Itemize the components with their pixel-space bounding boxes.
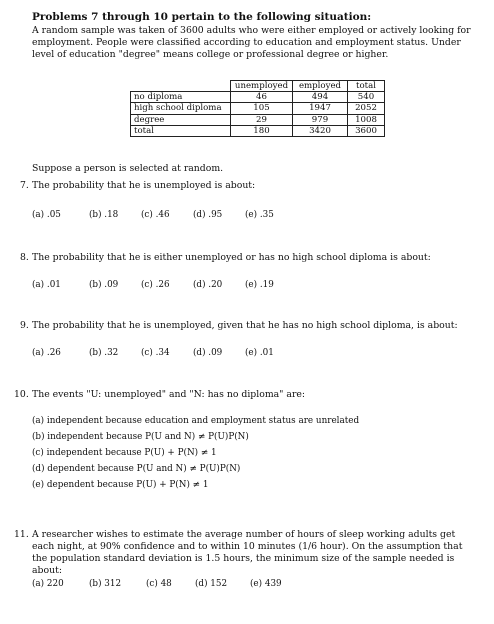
q11-answer-a[interactable]: (a) 220 xyxy=(32,579,64,589)
cell-total: 540 xyxy=(348,92,385,103)
cell-employed: 1947 xyxy=(293,103,348,114)
q8-answer-b[interactable]: (b) .09 xyxy=(89,280,119,290)
q10-answer-a[interactable]: (a) independent because education and employment status are unrelated xyxy=(32,416,360,426)
cell-total: 1008 xyxy=(348,114,385,125)
q11-answer-e[interactable]: (e) 439 xyxy=(250,579,282,589)
q7-answer-d[interactable]: (d) .95 xyxy=(193,210,223,220)
q9-answer-a[interactable]: (a) .26 xyxy=(32,348,61,358)
question-11-text: A researcher wishes to estimate the average number of hours of sleep working adults get each night, at 90% confidence and to within 10 minutes (1/6 hour). On the assumption that the population standard deviation is 1.5 hours, the minimum size of the sample needed is about: xyxy=(32,529,463,576)
cell-employed: 979 xyxy=(293,114,348,125)
q8-answer-a[interactable]: (a) .01 xyxy=(32,280,61,290)
q8-answer-e[interactable]: (e) .19 xyxy=(245,280,274,290)
question-11-number: 11. xyxy=(14,529,29,540)
question-8-text: The probability that he is either unemployed or has no high school diploma is about: xyxy=(32,252,431,263)
table-row xyxy=(131,92,385,103)
question-9-number: 9. xyxy=(20,320,29,331)
cell-unemployed: 180 xyxy=(231,125,293,136)
question-8-number: 8. xyxy=(20,252,29,263)
q7-answer-b[interactable]: (b) .18 xyxy=(89,210,119,220)
q11-answer-d[interactable]: (d) 152 xyxy=(195,579,228,589)
q10-answer-d[interactable]: (d) dependent because P(U and N) ≠ P(U)P(N) xyxy=(32,464,241,474)
question-7-number: 7. xyxy=(20,180,29,191)
q11-answer-b[interactable]: (b) 312 xyxy=(89,579,122,589)
cell-employed: 494 xyxy=(293,92,348,103)
table-row xyxy=(131,125,385,136)
table-header-row xyxy=(131,81,385,92)
question-7-text: The probability that he is unemployed is about: xyxy=(32,180,256,191)
q10-answer-b[interactable]: (b) independent because P(U and N) ≠ P(U)P(N) xyxy=(32,432,249,442)
col-header-unemployed: unemployed xyxy=(231,81,293,92)
q9-answer-e[interactable]: (e) .01 xyxy=(245,348,274,358)
question-9-text: The probability that he is unemployed, given that he has no high school diploma, is about: xyxy=(32,320,458,331)
table-corner xyxy=(131,81,231,92)
question-10-text: The events "U: unemployed" and "N: has no diploma" are: xyxy=(32,389,306,400)
cell-unemployed: 46 xyxy=(231,92,293,103)
cell-unemployed: 29 xyxy=(231,114,293,125)
row-label: degree xyxy=(131,114,231,125)
q8-answer-c[interactable]: (c) .26 xyxy=(141,280,170,290)
table-row xyxy=(131,114,385,125)
row-label: high school diploma xyxy=(131,103,231,114)
data-table xyxy=(130,80,385,137)
q7-answer-c[interactable]: (c) .46 xyxy=(141,210,170,220)
cell-unemployed: 105 xyxy=(231,103,293,114)
q10-answer-e[interactable]: (e) dependent because P(U) + P(N) ≠ 1 xyxy=(32,480,209,490)
cell-total: 3600 xyxy=(348,125,385,136)
row-label: total xyxy=(131,125,231,136)
table-row xyxy=(131,103,385,114)
intro-paragraph: A random sample was taken of 3600 adults who were either employed or actively looking for employment. People were classified according to education and employment status. Under level of education "degree" means college or professional degree or higher. xyxy=(32,25,471,60)
q7-answer-a[interactable]: (a) .05 xyxy=(32,210,61,220)
section-title: Problems 7 through 10 pertain to the following situation: xyxy=(32,11,372,23)
q7-answer-e[interactable]: (e) .35 xyxy=(245,210,274,220)
q11-answer-c[interactable]: (c) 48 xyxy=(146,579,172,589)
setup-text: Suppose a person is selected at random. xyxy=(32,163,224,174)
q9-answer-d[interactable]: (d) .09 xyxy=(193,348,223,358)
row-label: no diploma xyxy=(131,92,231,103)
cell-total: 2052 xyxy=(348,103,385,114)
q8-answer-d[interactable]: (d) .20 xyxy=(193,280,223,290)
question-10-number: 10. xyxy=(14,389,29,400)
q10-answer-c[interactable]: (c) independent because P(U) + P(N) ≠ 1 xyxy=(32,448,217,458)
q9-answer-b[interactable]: (b) .32 xyxy=(89,348,119,358)
col-header-employed: employed xyxy=(293,81,348,92)
col-header-total: total xyxy=(348,81,385,92)
q9-answer-c[interactable]: (c) .34 xyxy=(141,348,170,358)
cell-employed: 3420 xyxy=(293,125,348,136)
